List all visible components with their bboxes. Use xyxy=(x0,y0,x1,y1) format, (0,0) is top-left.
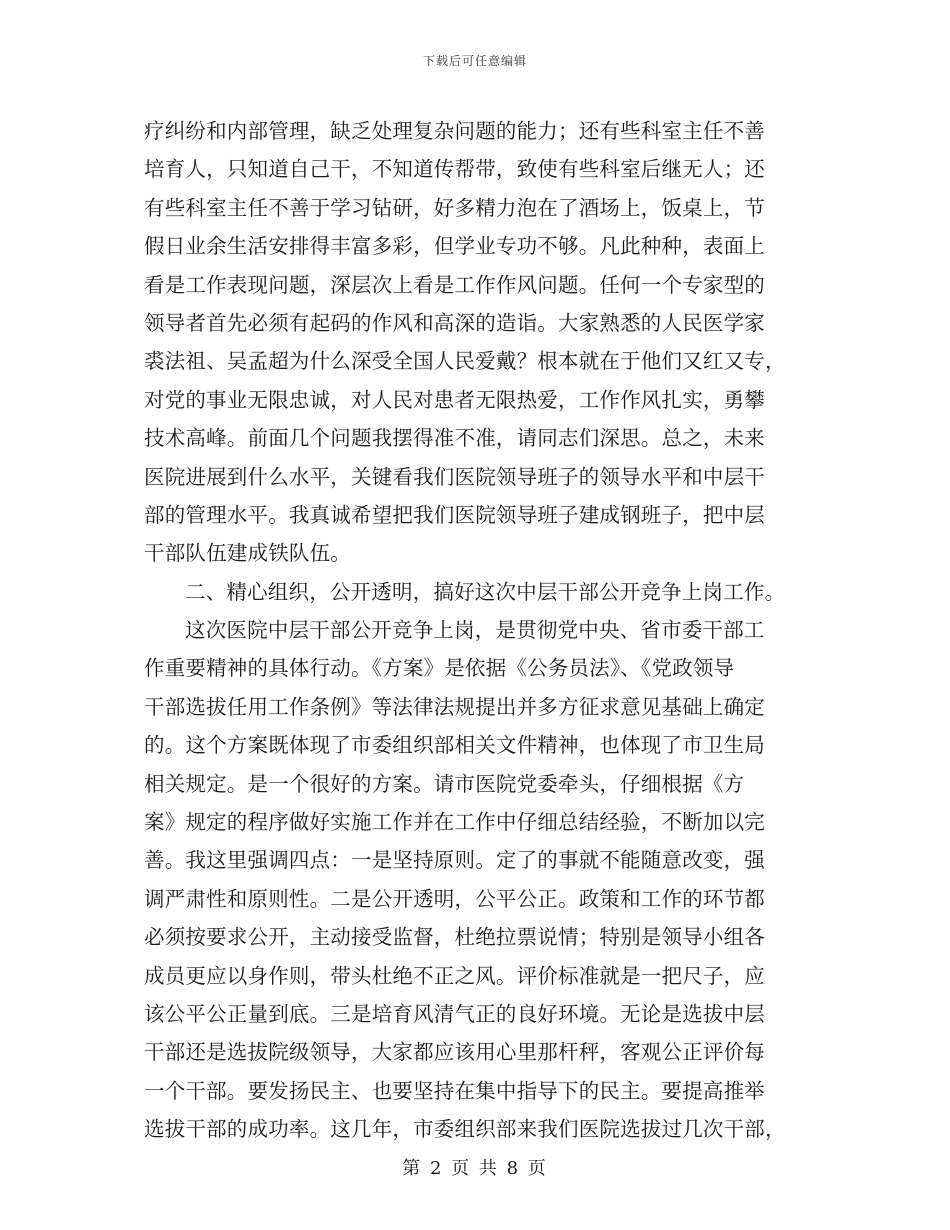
text-line: 的。这个方案既体现了市委组织部相关文件精神，也体现了市卫生局 xyxy=(144,733,765,758)
text-line: 裘法祖、吴孟超为什么深受全国人民爱戴？根本就在于他们又红又专， xyxy=(144,349,786,374)
text-line: 干部队伍建成铁队伍。 xyxy=(144,541,351,566)
text-line: 善。我这里强调四点：一是坚持原则。定了的事就不能随意改变，强 xyxy=(144,848,765,873)
text-line: 看是工作表现问题，深层次上看是工作作风问题。任何一个专家型的 xyxy=(144,272,765,297)
text-line: 成员更应以身作则，带头杜绝不正之风。评价标准就是一把尺子，应 xyxy=(144,963,765,988)
text-line: 部的管理水平。我真诚希望把我们医院领导班子建成钢班子，把中层 xyxy=(144,502,765,527)
page-header-note: 下载后可任意编辑 xyxy=(422,54,527,68)
text-line: 干部选拔任用工作条例》等法律法规提出并多方征求意见基础上确定 xyxy=(144,694,765,719)
text-line: 对党的事业无限忠诚，对人民对患者无限热爱，工作作风扎实，勇攀 xyxy=(144,387,765,412)
text-line: 选拔干部的成功率。这几年，市委组织部来我们医院选拔过几次干部， xyxy=(144,1117,786,1142)
document-body xyxy=(144,112,820,1149)
text-line: 必须按要求公开，主动接受监督，杜绝拉票说情；特别是领导小组各 xyxy=(144,925,765,950)
text-line: 领导者首先必须有起码的作风和高深的造诣。大家熟悉的人民医学家 xyxy=(144,310,765,335)
text-line: 二、精心组织，公开透明，搞好这次中层干部公开竞争上岗工作。 xyxy=(185,579,786,604)
text-line: 技术高峰。前面几个问题我摆得准不准，请同志们深思。总之，未来 xyxy=(144,426,765,451)
text-line: 培育人，只知道自己干，不知道传帮带，致使有些科室后继无人；还 xyxy=(144,157,765,182)
text-line: 相关规定。是一个很好的方案。请市医院党委牵头，仔细根据《方 xyxy=(144,771,745,796)
text-line: 调严肃性和原则性。二是公开透明，公平公正。政策和工作的环节都 xyxy=(144,886,765,911)
text-line: 案》规定的程序做好实施工作并在工作中仔细总结经验，不断加以完 xyxy=(144,810,765,835)
text-line: 有些科室主任不善于学习钻研，好多精力泡在了酒场上，饭桌上，节 xyxy=(144,195,765,220)
text-line: 疗纠纷和内部管理，缺乏处理复杂问题的能力；还有些科室主任不善 xyxy=(144,119,765,143)
text-line: 这次医院中层干部公开竞争上岗，是贯彻党中央、省市委干部工 xyxy=(185,618,765,643)
text-line: 一个干部。要发扬民主、也要坚持在集中指导下的民主。要提高推举 xyxy=(144,1078,765,1103)
text-line: 作重要精神的具体行动。《方案》是依据《公务员法》、《党政领导 xyxy=(144,656,735,681)
text-line: 干部还是选拔院级领导，大家都应该用心里那杆秤，客观公正评价每 xyxy=(144,1040,765,1065)
page-number-footer: 第 2 页 共 8 页 xyxy=(402,1158,548,1179)
text-line: 该公平公正量到底。三是培育风清气正的良好环境。无论是选拔中层 xyxy=(144,1001,765,1026)
text-line: 医院进展到什么水平，关键看我们医院领导班子的领导水平和中层干 xyxy=(144,464,765,489)
text-line: 假日业余生活安排得丰富多彩，但学业专功不够。凡此种种，表面上 xyxy=(144,234,765,259)
